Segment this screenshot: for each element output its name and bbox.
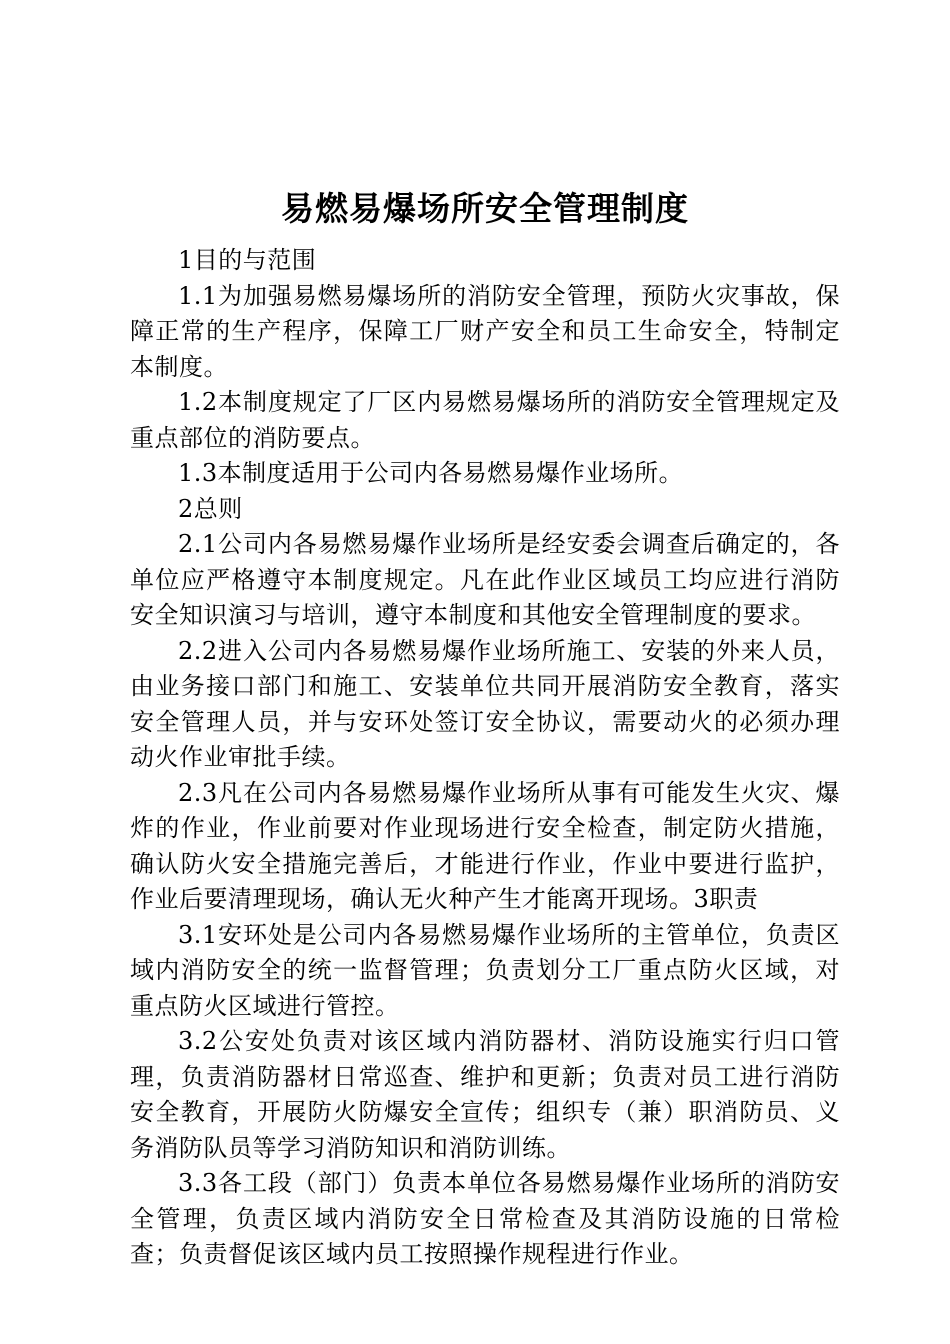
document-title: 易燃易爆场所安全管理制度 [281,189,689,228]
document-page [130,185,840,1273]
clause-3-2: 3.2公安处负责对该区域内消防器材、消防设施实行归口管理，负责消防器材日常巡查、维护和更新；负责对员工进行消防安全教育，开展防火防爆安全宣传；组织专（兼）职消防员、义务消防队员等学习消防知识和消防训练。 [130,1027,840,1162]
clause-1-3: 1.3本制度适用于公司内各易燃易爆作业场所。 [178,459,684,487]
clause-1-1: 1.1为加强易燃易爆场所的消防安全管理，预防火灾事故，保障正常的生产程序，保障工厂财产安全和员工生命安全，特制定本制度。 [130,281,840,381]
section-heading-1: 1目的与范围 [178,246,317,274]
clause-3-3: 3.3各工段（部门）负责本单位各易燃易爆作业场所的消防安全管理，负责区域内消防安全日常检查及其消防设施的日常检查；负责督促该区域内员工按照操作规程进行作业。 [130,1169,840,1268]
section-heading-2: 2总则 [178,494,243,523]
clause-2-1: 2.1公司内各易燃易爆作业场所是经安委会调查后确定的，各单位应严格遵守本制度规定。凡在此作业区域员工均应进行消防安全知识演习与培训，遵守本制度和其他安全管理制度的要求。 [130,530,840,629]
clause-3-1: 3.1安环处是公司内各易燃易爆作业场所的主管单位，负责区域内消防安全的统一监督管理；负责划分工厂重点防火区域，对重点防火区域进行管控。 [130,920,840,1020]
clause-2-3: 2.3凡在公司内各易燃易爆作业场所从事有可能发生火灾、爆炸的作业，作业前要对作业现场进行安全检查，制定防火措施，确认防火安全措施完善后，才能进行作业，作业中要进行监护，作业后要清理现场，确认无火种产生才能离开现场。3职责 [130,778,840,913]
clause-1-2: 1.2本制度规定了厂区内易燃易爆场所的消防安全管理规定及重点部位的消防要点。 [130,388,840,452]
clause-2-2: 2.2进入公司内各易燃易爆作业场所施工、安装的外来人员，由业务接口部门和施工、安装单位共同开展消防安全教育，落实安全管理人员，并与安环处签订安全协议，需要动火的必须办理动火作业审批手续。 [130,636,840,771]
